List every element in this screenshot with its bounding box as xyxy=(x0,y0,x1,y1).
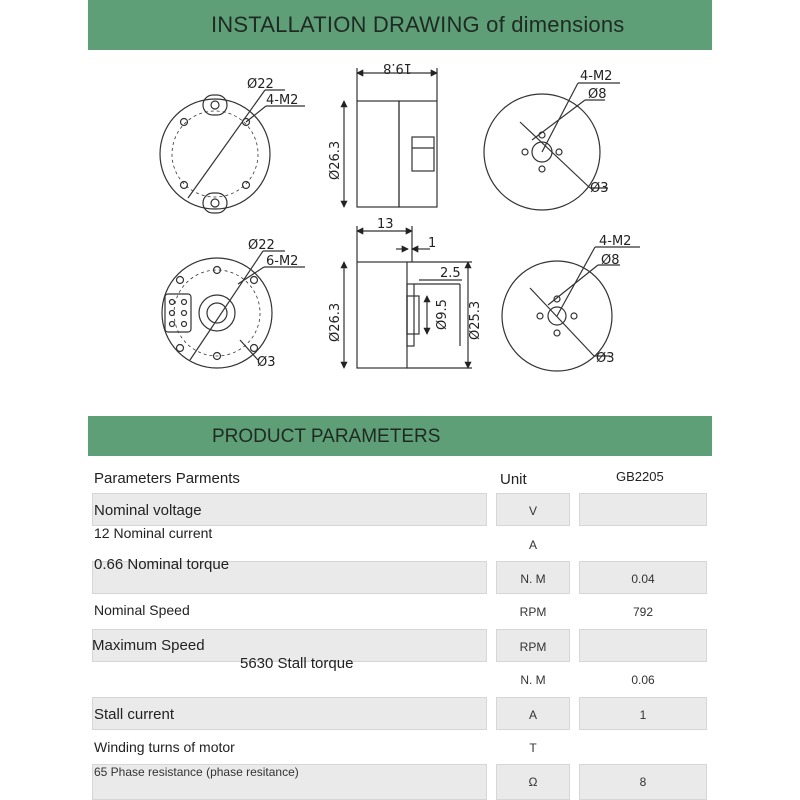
dim-d22-bottom: Ø22 xyxy=(248,238,275,253)
dim-d8-bottom: Ø8 xyxy=(601,253,620,268)
row-4-unit: RPM xyxy=(519,605,547,619)
row-9-value: 8 xyxy=(639,775,647,789)
base-view-top-left xyxy=(160,90,305,213)
dim-4-m2-top-left: 4-M2 xyxy=(266,93,299,108)
side-view-top xyxy=(344,68,437,207)
dim-d3-bottom-right: Ø3 xyxy=(596,351,615,366)
row-4-name: Nominal Speed xyxy=(94,602,190,618)
row-9-unit: Ω xyxy=(528,775,538,789)
row-7-unit: A xyxy=(528,708,537,722)
dim-d8-top: Ø8 xyxy=(588,87,607,102)
dim-2-5: 2.5 xyxy=(440,266,461,281)
row-4-value: 792 xyxy=(632,605,654,619)
row-8-unit: T xyxy=(529,741,537,755)
dim-d22-top: Ø22 xyxy=(247,77,274,92)
dim-d26-3-bottom: Ø26.3 xyxy=(328,302,343,342)
dim-1: 1 xyxy=(428,236,437,251)
row-1-value-bg xyxy=(579,493,707,526)
side-view-bottom xyxy=(344,226,472,368)
row-5-name: Maximum Speed xyxy=(92,637,205,654)
row-6-value: 0.06 xyxy=(631,673,655,687)
installation-drawing xyxy=(0,50,800,416)
row-3-unit: N. M xyxy=(520,572,546,586)
dim-13: 13 xyxy=(377,217,394,232)
row-1-name: Nominal voltage xyxy=(94,502,202,519)
row-7-name: Stall current xyxy=(94,706,175,723)
dim-4-m2-bottom-right: 4-M2 xyxy=(599,234,632,249)
header-name: Parameters Parments xyxy=(94,470,240,487)
row-5-unit: RPM xyxy=(519,640,547,654)
installation-title: INSTALLATION DRAWING of dimensions xyxy=(211,12,625,37)
row-8-name: Winding turns of motor xyxy=(94,739,235,755)
dim-d3-top: Ø3 xyxy=(590,181,609,196)
dim-4-m2-top-right: 4-M2 xyxy=(580,69,613,84)
installation-banner xyxy=(88,0,712,50)
dim-d25-3: Ø25.3 xyxy=(468,300,483,340)
header-model: GB2205 xyxy=(616,469,664,484)
row-5-extra: 5630 Stall torque xyxy=(240,655,354,672)
dim-19-8: 19.8 xyxy=(383,60,412,75)
row-2-name: 12 Nominal current xyxy=(94,525,213,541)
parameters-title: PRODUCT PARAMETERS xyxy=(212,426,441,447)
row-3-name: 0.66 Nominal torque xyxy=(94,556,230,573)
row-3-value: 0.04 xyxy=(631,572,655,586)
row-2-unit: A xyxy=(528,538,537,552)
dim-d3-bottom-left: Ø3 xyxy=(257,355,276,370)
header-unit: Unit xyxy=(500,471,527,488)
row-6-unit: N. M xyxy=(520,673,546,687)
row-5-value-bg xyxy=(579,629,707,662)
dim-d26-3-top: Ø26.3 xyxy=(328,140,343,180)
dim-d9-5: Ø9.5 xyxy=(435,299,450,330)
row-9-name: 65 Phase resistance (phase resitance) xyxy=(94,765,299,779)
dim-6-m2: 6-M2 xyxy=(266,254,299,269)
parameters-banner xyxy=(88,416,712,456)
row-7-value: 1 xyxy=(639,708,647,722)
row-1-unit: V xyxy=(528,504,537,518)
